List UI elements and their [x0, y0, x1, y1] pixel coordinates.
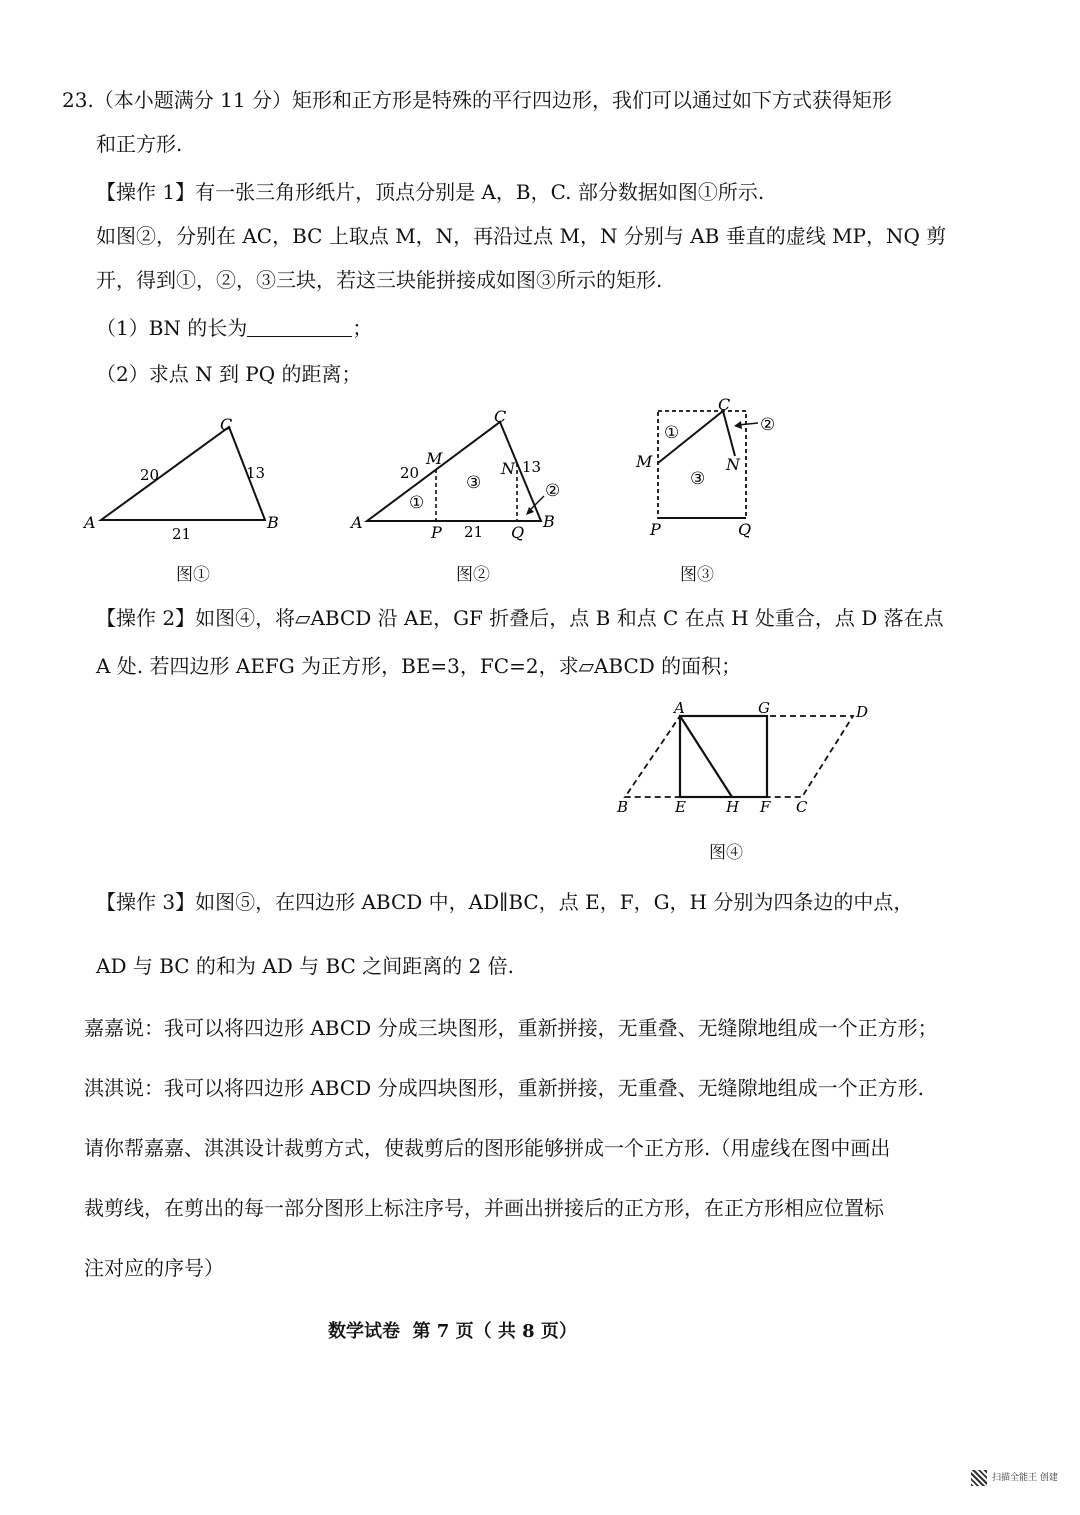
fig1-label-B: B [267, 513, 279, 532]
fig3-label-C: C [718, 395, 731, 414]
fig4-label-E: E [675, 798, 686, 816]
figure-4-caption: 图④ [709, 843, 743, 863]
part1-text: （1）BN 的长为 [96, 316, 248, 340]
part1-end: ； [352, 316, 373, 340]
fig2-label-M: M [426, 449, 443, 468]
fig3-label-N: N [726, 455, 740, 474]
figure-4 [608, 696, 888, 826]
fig2-label-Q: Q [511, 523, 525, 542]
task-line-1: 请你帮嘉嘉、淇淇设计裁剪方式，使裁剪后的图形能够拼成一个正方形.（用虚线在图中画出 [84, 1136, 891, 1160]
fig2-region-1: ① [409, 493, 425, 513]
qr-code-icon [971, 1470, 987, 1486]
fig3-label-Q: Q [738, 520, 752, 539]
fig2-label-P: P [431, 523, 442, 542]
fig3-label-M: M [636, 452, 653, 471]
q23-line-2: 和正方形. [96, 132, 183, 156]
fig4-label-F: F [760, 798, 771, 816]
fig2-label-BC: 13 [522, 458, 542, 476]
fig3-region-3: ③ [690, 469, 706, 489]
fig4-label-D: D [856, 703, 869, 721]
fig2-label-B: B [543, 512, 555, 531]
part2-question: （2）求点 N 到 PQ 的距离； [96, 362, 362, 386]
fig1-label-AC: 20 [140, 466, 160, 484]
qiqi-statement: 淇淇说：我可以将四边形 ABCD 分成四块图形，重新拼接，无重叠、无缝隙地组成一个正方形. [84, 1076, 924, 1100]
operation1-line-3: 开，得到①，②，③三块，若这三块能拼接成如图③所示的矩形. [96, 268, 663, 292]
fig2-label-AC: 20 [400, 464, 420, 482]
operation3-line-2: AD 与 BC 的和为 AD 与 BC 之间距离的 2 倍. [96, 954, 514, 978]
figure-2 [348, 400, 578, 550]
figure-1 [80, 408, 300, 548]
fig2-label-N: N [501, 459, 515, 478]
figure-3-caption: 图③ [680, 565, 714, 585]
figure-3 [628, 390, 798, 540]
part1-question [96, 314, 372, 342]
fig3-region-1: ① [664, 423, 680, 443]
fig1-label-BC: 13 [246, 464, 266, 482]
fig4-label-C: C [796, 798, 808, 816]
fig4-label-B: B [617, 798, 629, 816]
operation1-line-2: 如图②，分别在 AC，BC 上取点 M，N，再沿过点 M，N 分别与 AB 垂直的虚线 MP，NQ 剪 [96, 224, 947, 248]
fig2-region-2: ② [545, 481, 561, 501]
figure-2-caption: 图② [456, 565, 490, 585]
fig4-label-A: A [674, 699, 685, 717]
operation1-line-1: 【操作 1】有一张三角形纸片，顶点分别是 A，B，C. 部分数据如图①所示. [96, 180, 765, 204]
q23-line-1: 23.（本小题满分 11 分）矩形和正方形是特殊的平行四边形，我们可以通过如下方式获得矩形 [62, 88, 892, 112]
fig4-label-G: G [758, 699, 770, 717]
task-line-3: 注对应的序号） [84, 1256, 224, 1280]
fig2-region-3: ③ [466, 473, 482, 493]
fig3-label-P: P [650, 520, 661, 539]
figure-1-caption: 图① [176, 565, 210, 585]
fig3-region-2: ② [760, 415, 776, 435]
scanner-watermark: 扫描全能王 创建 [992, 1473, 1058, 1483]
page-footer: 数学试卷 第 7 页（ 共 8 页） [328, 1321, 577, 1342]
jiajia-statement: 嘉嘉说：我可以将四边形 ABCD 分成三块图形，重新拼接，无重叠、无缝隙地组成一个正方形； [84, 1016, 938, 1040]
fig1-label-A: A [84, 513, 96, 532]
fig1-label-AB: 21 [172, 525, 192, 543]
answer-blank[interactable] [247, 316, 352, 337]
fig2-label-A: A [351, 513, 363, 532]
operation2-line-1: 【操作 2】如图④，将▱ABCD 沿 AE，GF 折叠后，点 B 和点 C 在点 H 处重合，点 D 落在点 [96, 606, 944, 630]
task-line-2: 裁剪线，在剪出的每一部分图形上标注序号，并画出拼接后的正方形，在正方形相应位置标 [84, 1196, 884, 1220]
fig2-label-AB: 21 [464, 523, 484, 541]
fig2-label-C: C [494, 407, 507, 426]
operation3-line-1: 【操作 3】如图⑤，在四边形 ABCD 中，AD∥BC，点 E，F，G，H 分别为四条边的中点， [96, 890, 914, 914]
fig1-label-C: C [220, 415, 233, 434]
operation2-line-2: A 处. 若四边形 AEFG 为正方形，BE=3，FC=2，求▱ABCD 的面积； [96, 654, 742, 678]
fig4-label-H: H [726, 798, 740, 816]
